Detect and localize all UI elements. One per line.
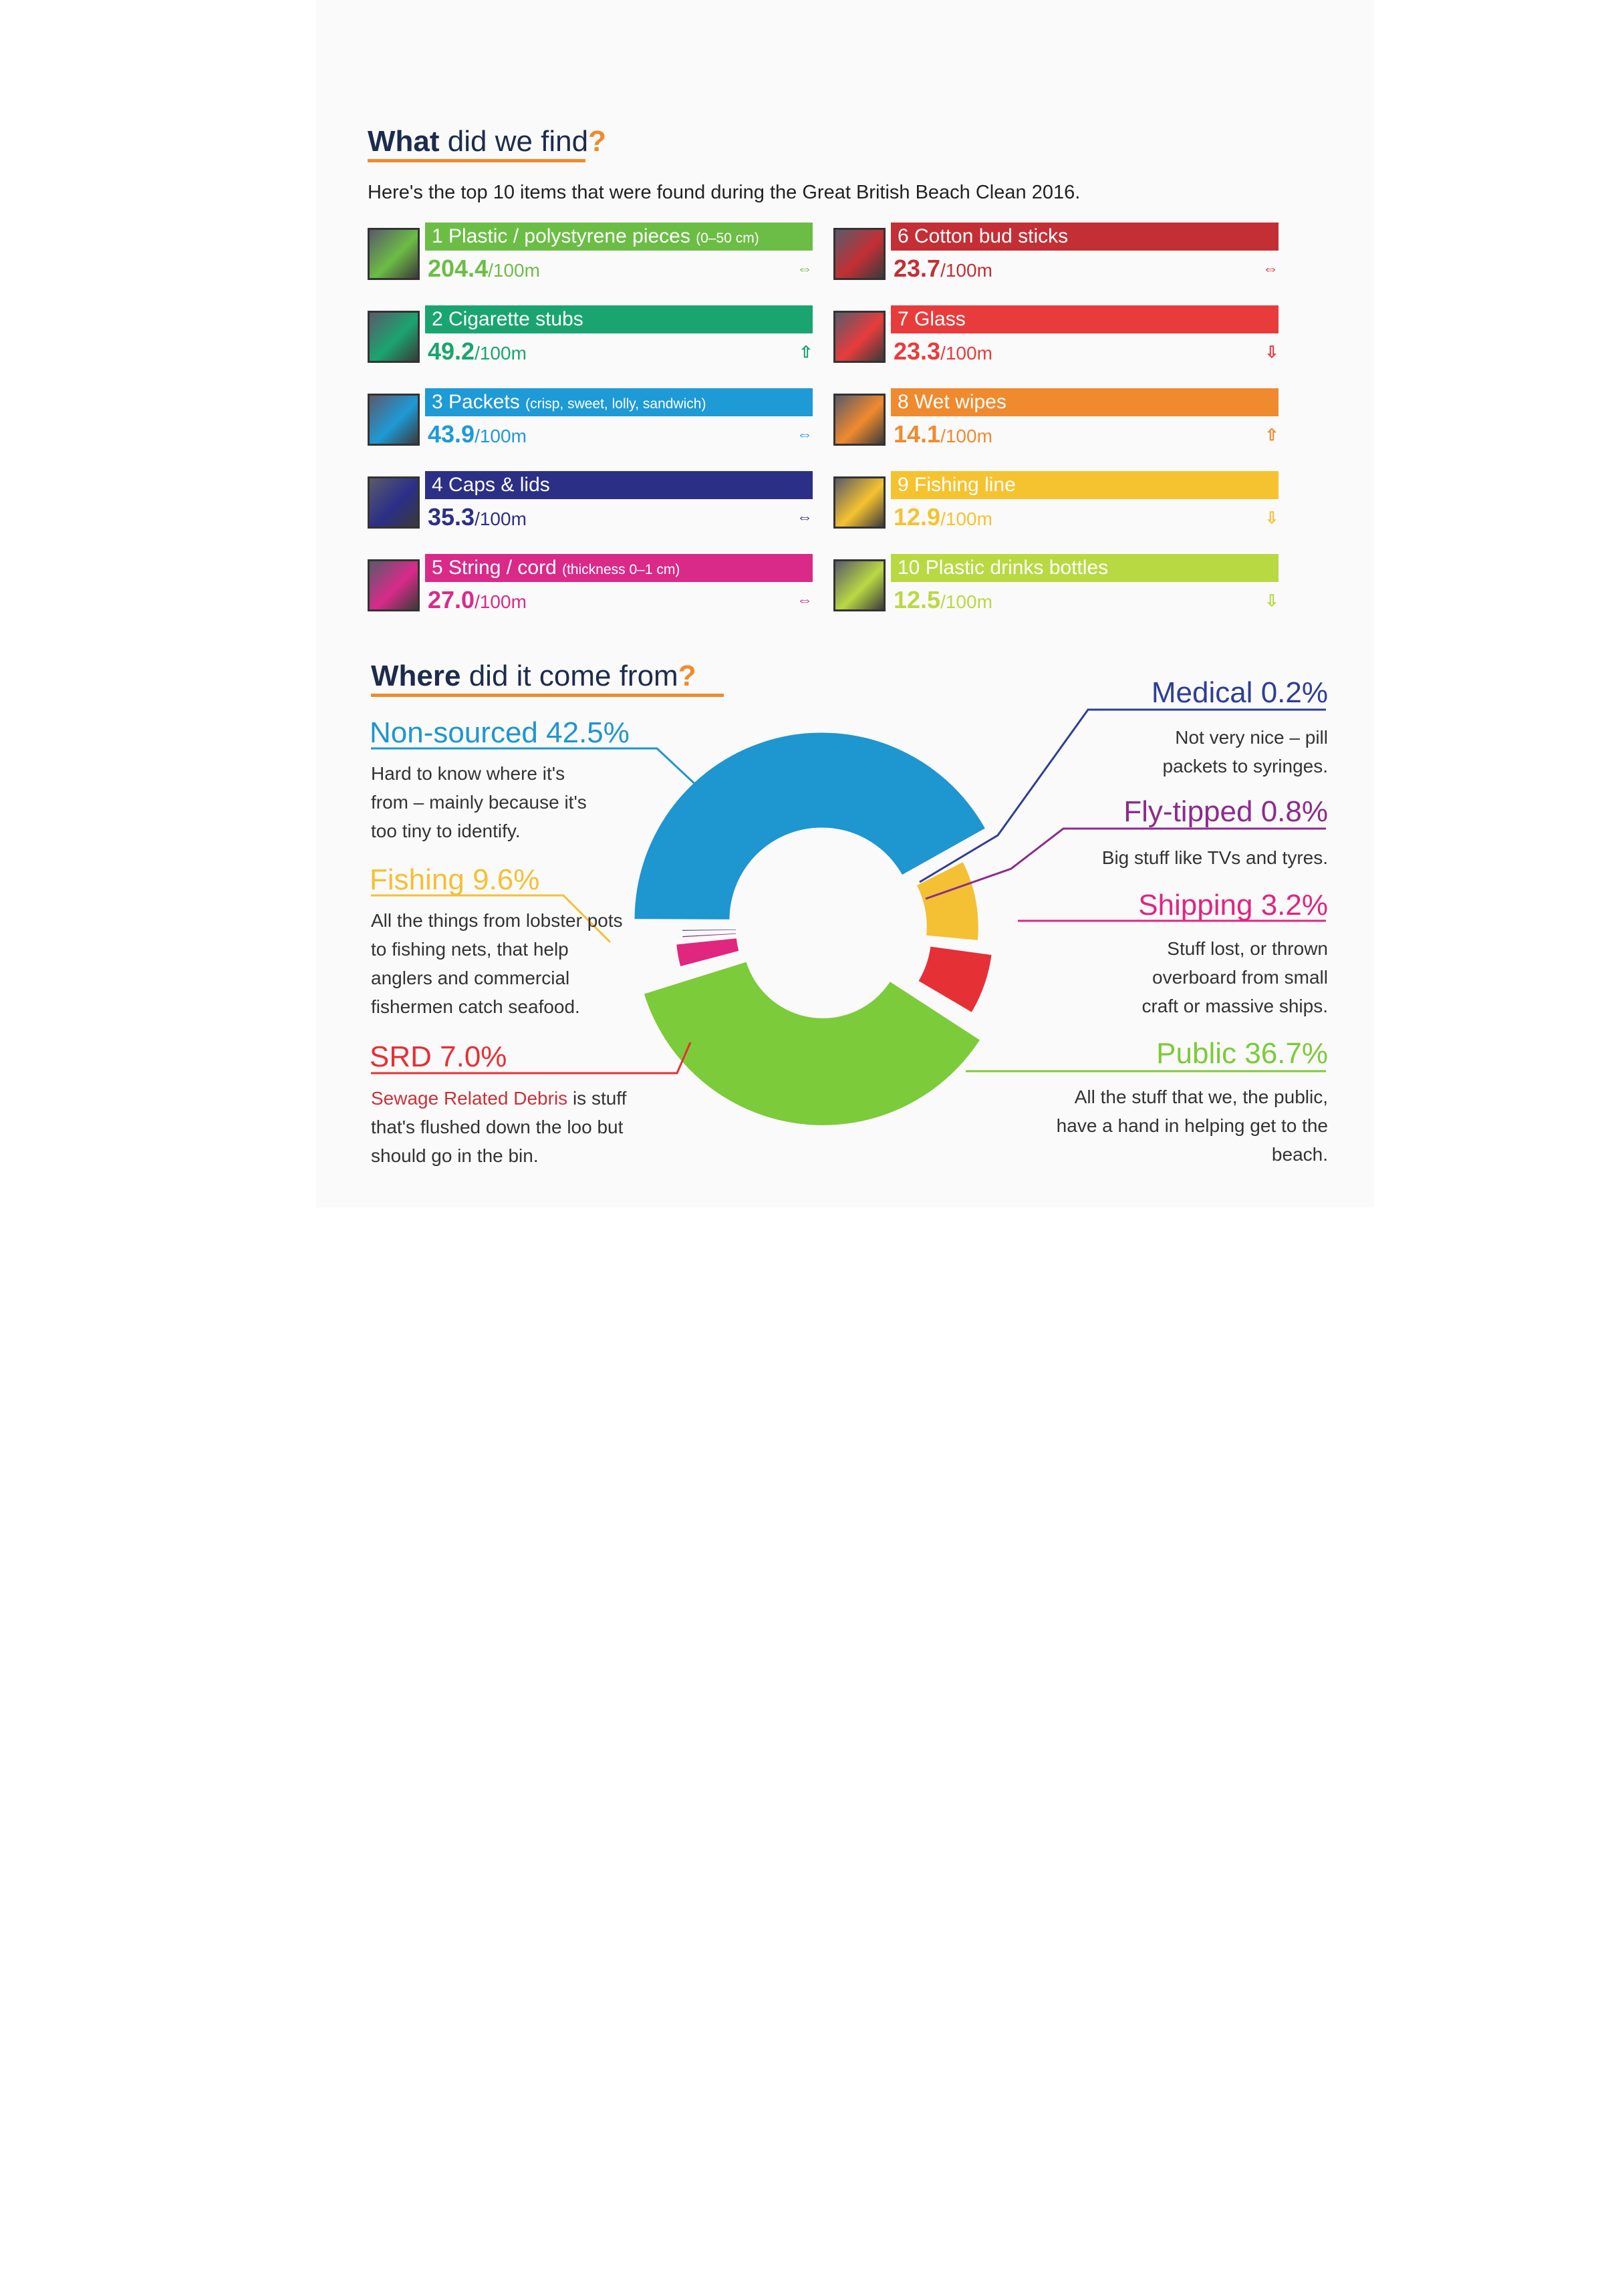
section1-heading-bold: What (368, 125, 440, 158)
item-value-unit: /100m (475, 426, 527, 446)
item-value-unit: /100m (940, 509, 992, 529)
source-label-shipping (1138, 891, 1328, 920)
trend-arrow-icon: ⇩ (1264, 509, 1279, 527)
item-value (894, 337, 992, 366)
item-row (368, 388, 813, 468)
item-row (833, 554, 1279, 634)
source-desc-public: All the stuff that we, the public, have a hand in helping get to the beach. (1056, 1087, 1328, 1165)
source-label-non-sourced (370, 718, 630, 748)
trend-arrow-icon: ⇧ (799, 343, 813, 362)
label-name: Non-sourced (370, 716, 538, 749)
item-label: 3 Packets (432, 391, 520, 413)
trend-arrow-icon: ⇔ (797, 426, 813, 444)
item-label-bar (891, 223, 1279, 251)
source-desc-non-sourced: Hard to know where it's from – mainly because it's too tiny to identify. (371, 763, 587, 841)
item-value (894, 255, 992, 283)
item-value-number: 204.4 (428, 255, 489, 282)
item-label: 2 Cigarette stubs (432, 308, 583, 330)
label-name: Medical (1151, 676, 1253, 709)
item-label-bar (891, 305, 1279, 333)
srd-highlight: Sewage Related Debris (371, 1088, 568, 1109)
section2-heading-bold: Where (371, 660, 461, 692)
donut-slice-medical (682, 929, 736, 931)
item-value-unit: /100m (940, 426, 992, 446)
item-value-number: 12.5 (894, 586, 941, 613)
item-row (368, 223, 813, 303)
donut-slice-public (644, 962, 980, 1125)
label-pct: 3.2% (1260, 889, 1328, 921)
item-value (428, 337, 527, 366)
label-name: Public (1156, 1037, 1236, 1070)
section2-heading-rest: did it come from (460, 660, 678, 692)
item-row (833, 471, 1279, 551)
item-note: (0–50 cm) (696, 231, 759, 246)
label-pct: 9.6% (473, 863, 540, 896)
item-value (428, 420, 527, 448)
item-photo (833, 476, 886, 529)
donut-slice-fly-tipped (682, 934, 736, 937)
donut-slice-shipping (676, 938, 739, 966)
source-desc-medical: Not very nice – pill packets to syringes. (1162, 727, 1328, 776)
item-photo (368, 559, 420, 611)
item-row (833, 388, 1279, 468)
item-row (368, 305, 813, 386)
item-photo (368, 311, 420, 363)
intro-text: Here's the top 10 items that were found during the Great British Beach Clean 2016. (368, 182, 1081, 203)
item-label-bar (425, 471, 813, 499)
label-name: Fishing (370, 863, 464, 896)
source-desc-srd (371, 1084, 652, 1170)
label-pct: 36.7% (1244, 1037, 1328, 1070)
trend-arrow-icon: ⇩ (1264, 592, 1279, 610)
item-photo (368, 394, 420, 446)
item-label-bar (891, 554, 1279, 582)
item-value (428, 503, 527, 531)
trend-arrow-icon: ⇧ (1264, 426, 1279, 444)
source-label-medical (1152, 678, 1328, 708)
item-label: 6 Cotton bud sticks (898, 225, 1069, 247)
item-label-bar (891, 471, 1279, 499)
item-label: 4 Caps & lids (432, 474, 550, 496)
item-label: 8 Wet wipes (898, 391, 1007, 413)
item-value-unit: /100m (475, 591, 527, 612)
item-label-bar (891, 388, 1279, 416)
label-pct: 0.2% (1260, 676, 1328, 709)
page-sheet (316, 0, 1374, 1207)
item-photo (833, 311, 886, 363)
label-pct: 7.0% (440, 1040, 507, 1073)
source-desc-fly-tipped: Big stuff like TVs and tyres. (1101, 847, 1328, 868)
item-row (368, 554, 813, 634)
item-value-number: 35.3 (428, 503, 475, 531)
item-photo (833, 394, 886, 446)
source-label-public (1156, 1039, 1328, 1068)
item-photo (833, 228, 886, 280)
item-value (428, 255, 540, 283)
section1-underline (368, 159, 585, 162)
item-label: 9 Fishing line (898, 474, 1016, 496)
trend-arrow-icon: ⇔ (797, 260, 813, 278)
section1-heading (368, 127, 606, 156)
item-note: (crisp, sweet, lolly, sandwich) (525, 396, 706, 412)
section2-heading (371, 662, 696, 691)
item-photo (368, 476, 420, 529)
trend-arrow-icon: ⇩ (1264, 343, 1279, 362)
section2-underline (371, 694, 724, 697)
item-row (368, 471, 813, 551)
item-label-bar (425, 554, 813, 582)
label-name: Shipping (1138, 889, 1253, 921)
srd-desc-rest: is stuff that's flushed down the loo but should go in the bin. (371, 1088, 627, 1166)
item-value-unit: /100m (940, 343, 992, 364)
source-label-fishing (370, 865, 539, 895)
item-value-number: 43.9 (428, 420, 475, 448)
item-row (833, 305, 1279, 386)
item-value-unit: /100m (940, 591, 992, 612)
item-value (428, 586, 527, 614)
donut-slice-srd (919, 947, 992, 1012)
source-label-srd (370, 1042, 507, 1072)
donut-slice-non-sourced (634, 732, 984, 919)
source-desc-shipping: Stuff lost, or thrown overboard from small craft or massive ships. (1142, 938, 1328, 1016)
item-label: 7 Glass (898, 308, 966, 330)
donut-slice-fishing (917, 862, 978, 940)
item-value-unit: /100m (488, 260, 540, 281)
item-value-unit: /100m (475, 343, 527, 364)
item-note: (thickness 0–1 cm) (562, 562, 680, 577)
label-pct: 42.5% (546, 716, 630, 749)
item-value-number: 49.2 (428, 337, 475, 365)
item-value (894, 503, 992, 531)
item-value-number: 12.9 (894, 503, 941, 531)
item-value-unit: /100m (475, 509, 527, 529)
item-value (894, 420, 992, 448)
section1-heading-rest: did we find (439, 125, 589, 158)
item-label-bar (425, 388, 813, 416)
trend-arrow-icon: ⇔ (1262, 260, 1279, 278)
item-photo (368, 228, 420, 280)
item-label-bar (425, 305, 813, 333)
trend-arrow-icon: ⇔ (797, 591, 813, 609)
item-label: 1 Plastic / polystyrene pieces (432, 225, 690, 247)
item-photo (833, 559, 886, 611)
item-label: 10 Plastic drinks bottles (898, 557, 1109, 579)
item-value (894, 586, 992, 614)
item-label-bar (425, 223, 813, 251)
item-value-number: 23.3 (894, 337, 941, 365)
item-value-number: 27.0 (428, 586, 475, 613)
item-value-unit: /100m (940, 260, 992, 281)
label-pct: 0.8% (1260, 795, 1328, 828)
label-name: Fly-tipped (1123, 795, 1253, 828)
item-value-number: 14.1 (894, 420, 941, 448)
item-value-number: 23.7 (894, 255, 941, 282)
item-row (833, 223, 1279, 303)
label-name: SRD (370, 1040, 432, 1073)
section1-heading-q: ? (588, 125, 606, 158)
source-desc-fishing: All the things from lobster pots to fishing nets, that help anglers and commercial fishermen catch seafood. (371, 910, 623, 1017)
item-label: 5 String / cord (432, 557, 557, 579)
section2-heading-q: ? (678, 660, 696, 692)
trend-arrow-icon: ⇔ (797, 509, 813, 527)
source-label-fly-tipped (1123, 797, 1328, 827)
